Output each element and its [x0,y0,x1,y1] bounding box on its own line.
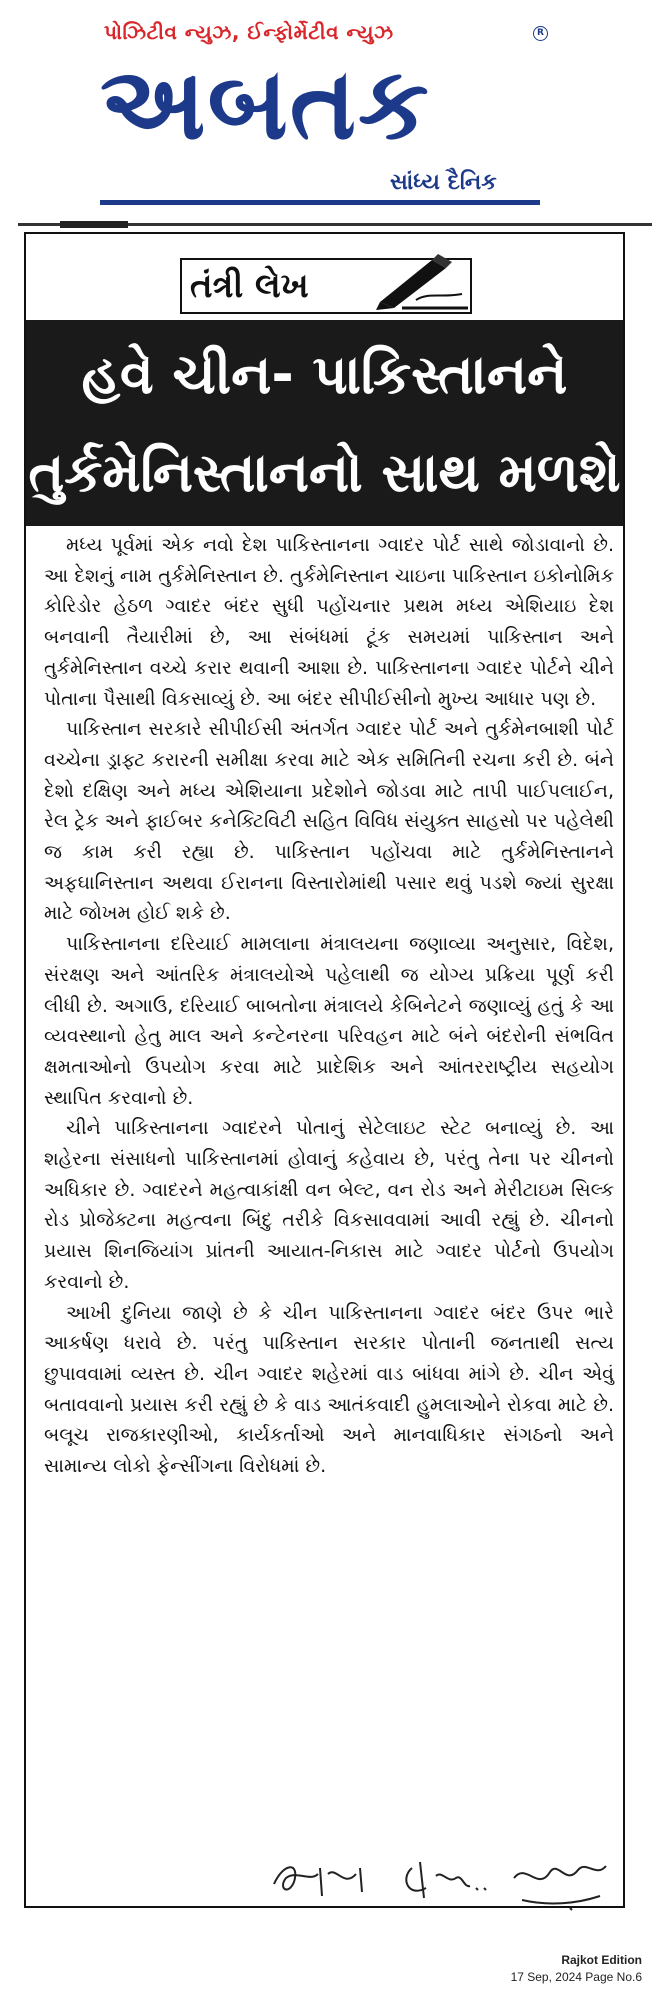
paragraph: પાકિસ્તાન સરકારે સીપીઈસી અંતર્ગત ગ્વાદર પોર્ટ અને તુર્કમેનબાશી પોર્ટ વચ્ચેના ડ્રાફ્ટ કરારની સમીક્ષા કરવા માટે એક સમિતિની રચના કરી છે. બંને દેશો દક્ષિણ અને મધ્ય એશિયાના પ્રદેશોને જોડવા માટે તાપી પાઈપલાઈન, રેલ ટ્રેક અને ફાઈબર કનેક્ટિવિટી સહિત વિવિધ સંયુક્ત સાહસો પર પહેલેથી જ કામ કરી રહ્યા છે. પાકિસ્તાન પહોંચવા માટે તુર્કમેનિસ્તાનને અફઘાનિસ્તાન અથવા ઈરાનના વિસ્તારોમાંથી પસાર થવું પડશે જ્યાં સુરક્ષા માટે જોખમ હોઈ શકે છે. [44,718,614,925]
section-label: તંત્રી લેખ [190,266,309,306]
registered-mark-icon: R [533,26,548,41]
date-page-label: 17 Sep, 2024 Page No.6 [510,1970,642,1984]
paragraph: પાકિસ્તાનના દરિયાઈ મામલાના મંત્રાલયના જણાવ્યા અનુસાર, વિદેશ, સંરક્ષણ અને આંતરિક મંત્રાલયોએ પહેલાથી જ યોગ્ય પ્રક્રિયા પૂર્ણ કરી લીધી છે. અગાઉ, દરિયાઈ બાબતોના મંત્રાલયે કેબિનેટને જણાવ્યું હતું કે આ વ્યવસ્થાનો હેતુ માલ અને કન્ટેનરના પરિવહન માટે બંને બંદરોની સંભવિત ક્ષમતાઓનો ઉપયોગ કરવા માટે પ્રાદેશિક અને આંતરરાષ્ટ્રીય સહયોગ સ્થાપિત કરવાનો છે. [44,933,614,1109]
brand-logo: અબતક [100,45,431,162]
handwritten-signature [270,1848,620,1914]
page-footer [511,1952,642,1986]
paragraph: આખી દુનિયા જાણે છે કે ચીન પાકિસ્તાનના ગ્વાદર બંદર ઉપર ભારે આકર્ષણ ધરાવે છે. પરંતુ પાકિસ્તાન સરકાર પોતાની જનતાથી સત્ય છુપાવવામાં વ્યસ્ત છે. ચીન ગ્વાદર શહેરમાં વાડ બાંધવા માંગે છે. ચીન એવું બતાવવાનો પ્રયાસ કરી રહ્યું છે કે વાડ આતંકવાદી હુમલાઓને રોકવા માટે છે. બલૂચ રાજકારણીઓ, કાર્યકર્તાઓ અને માનવાધિકાર સંગઠનો અને સામાન્ય લોકો ફેન્સીંગના વિરોધમાં છે. [44,1301,614,1478]
paragraph: મધ્ય પૂર્વમાં એક નવો દેશ પાકિસ્તાનના ગ્વાદર પોર્ટ સાથે જોડાવાનો છે. આ દેશનું નામ તુર્કમેનિસ્તાન છે. તુર્કમેનિસ્તાન ચાઇના પાકિસ્તાન ઇકોનોમિક કોરિડોર હેઠળ ગ્વાદર બંદર સુધી પહોંચનાર પ્રથમ મધ્ય એશિયાઇ દેશ બનવાની તૈયારીમાં છે, આ સંબંધમાં ટૂંક સમયમાં પાકિસ્તાન અને તુર્કમેનિસ્તાન વચ્ચે કરાર થવાની આશા છે. પાકિસ્તાનના ગ્વાદર પોર્ટને ચીને પોતાના પૈસાથી વિકસાવ્યું છે. આ બંદર સીપીઈસીનો મુખ્ય આધાર પણ છે. [44,534,614,710]
page-divider-tab [60,221,128,228]
headline-line-1: હવે ચીન- પાકિસ્તાનને [81,343,568,406]
headline-line-2: તુર્કમેનિસ્તાનનો સાથ મળશે [28,441,621,504]
headline [26,326,623,522]
article-body [44,530,614,1482]
masthead [0,0,652,218]
pen-writing-icon [372,252,470,310]
edition-label: Rajkot Edition [561,1953,642,1967]
edition-name: સાંધ્ય દૈનિક [390,170,497,195]
paragraph: ચીને પાકિસ્તાનના ગ્વાદરને પોતાનું સેટેલાઇટ સ્ટેટ બનાવ્યું છે. આ શહેરના સંસાધનો પાકિસ્તાનમાં હોવાનું કહેવાય છે, પરંતુ તેના પર ચીનનો અધિકાર છે. ગ્વાદરને મહત્વાકાંક્ષી વન બેલ્ટ, વન રોડ અને મેરીટાઇમ સિલ્ક રોડ પ્રોજેક્ટના મહત્વના બિંદુ તરીકે વિકસાવવામાં આવી રહ્યું છે. ચીનનો પ્રયાસ શિનજિયાંગ પ્રાંતની આયાત-નિકાસ માટે ગ્વાદર પોર્ટનો ઉપયોગ કરવાનો છે. [44,1117,614,1293]
brand-underline [100,200,540,205]
masthead-tagline: પોઝિટીવ ન્યુઝ, ઈન્ફોર્મેટીવ ન્યુઝ [104,20,394,44]
